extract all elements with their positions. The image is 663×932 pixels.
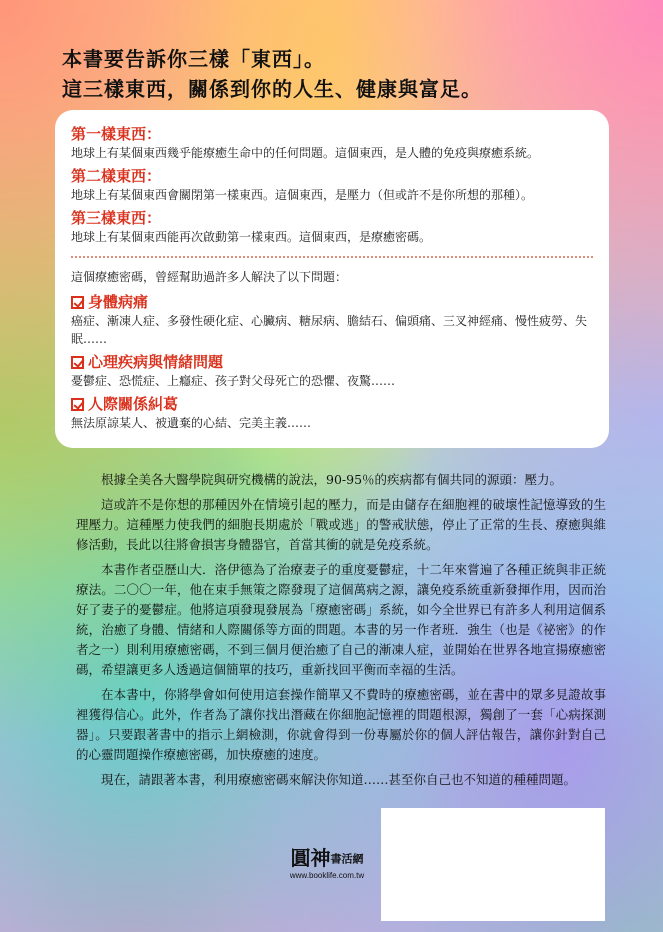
checkbox-icon [71, 398, 84, 411]
category-mental [71, 352, 593, 390]
thing-2-title: 第二樣東西： [71, 167, 162, 185]
publisher-url: www.booklife.com.tw [289, 870, 365, 880]
paragraph-3: 本書作者亞歷山大．洛伊德為了治療妻子的重度憂鬱症，十二年來嘗遍了各種正統與非正統療法。二〇〇一年，他在束手無策之際發現了這個萬病之源，讓免疫系統重新發揮作用，因而治好了妻子的憂鬱症。他將這項發現發展為「療癒密碼」系統，如今全世界已有許多人利用這個系統，治癒了身體、情緒和人際關係等方面的問題。本書的另一作者班．強生（也是《祕密》的作者之一）則利用療癒密碼，不到三個月便治癒了自己的漸凍人症，並開始在世界各地宣揚療癒密碼，希望讓更多人透過這個簡單的技巧，重新找回平衡而幸福的生活。 [76, 562, 606, 677]
category-relationships [71, 394, 593, 432]
paragraph-2: 這或許不是你想的那種因外在情境引起的壓力，而是由儲存在細胞裡的破壞性記憶導致的生理壓力。這種壓力使我們的細胞長期處於「戰或逃」的警戒狀態，停止了正常的生長、療癒與維修活動，長此以往將會損害身體器官，首當其衝的就是免疫系統。 [76, 497, 606, 552]
dotted-divider [71, 256, 593, 258]
category-items: 癌症、漸凍人症、多發性硬化症、心臟病、糖尿病、膽結石、偏頭痛、三叉神經痛、慢性疲勞、失眠…… [71, 314, 588, 346]
logo-main: 圓神 [290, 846, 331, 870]
problems-intro: 這個療癒密碼，曾經幫助過許多人解決了以下問題： [71, 270, 348, 284]
thing-1-text: 地球上有某個東西幾乎能療癒生命中的任何問題。這個東西，是人體的免疫與療癒系統。 [71, 146, 540, 160]
category-title: 身體病痛 [88, 293, 149, 311]
checkbox-icon [71, 296, 84, 309]
category-physical [71, 292, 593, 348]
headline-line-1: 本書要告訴你三樣「東西」。 [62, 47, 325, 71]
thing-3-title: 第三樣東西： [71, 209, 162, 227]
category-items: 無法原諒某人、被遺棄的心結、完美主義…… [71, 416, 312, 430]
publisher-logo [282, 847, 372, 880]
paragraph-4: 在本書中，你將學會如何使用這套操作簡單又不費時的療癒密碼，並在書中的眾多見證故事裡獲得信心。此外，作者為了讓你找出潛藏在你細胞記憶裡的問題根源，獨創了一套「心病探測器」。只要跟著書中的指示上網檢測，你就會得到一份專屬於你的個人評估報告，讓你針對自己的心靈問題操作療癒密碼，加快療癒的速度。 [76, 687, 606, 762]
thing-2-text: 地球上有某個東西會關閉第一樣東西。這個東西，是壓力（但或許不是你所想的那種）。 [71, 188, 534, 202]
thing-1-title: 第一樣東西： [71, 125, 162, 143]
checkbox-icon [71, 356, 84, 369]
headline-line-2: 這三樣東西，關係到你的人生、健康與富足。 [62, 77, 482, 101]
thing-1 [71, 124, 593, 162]
category-items: 憂鬱症、恐慌症、上癮症、孩子對父母死亡的恐懼、夜驚…… [71, 374, 396, 388]
category-title: 心理疾病與情緒問題 [88, 353, 224, 371]
thing-3-text: 地球上有某個東西能再次啟動第一樣東西。這個東西，是療癒密碼。 [71, 230, 432, 244]
paragraph-5: 現在，請跟著本書，利用療癒密碼來解決你知道……甚至你自己也不知道的種種問題。 [101, 772, 577, 787]
three-things-card [55, 110, 609, 448]
barcode-area [381, 808, 605, 921]
logo-sub: 書活網 [330, 852, 364, 866]
category-title: 人際關係糾葛 [88, 395, 179, 413]
headline [62, 44, 482, 104]
paragraph-1: 根據全美各大醫學院與研究機構的說法，90-95％的疾病都有個共同的源頭：壓力。 [101, 472, 563, 487]
description-body [76, 470, 606, 795]
thing-2 [71, 166, 593, 204]
thing-3 [71, 208, 593, 246]
